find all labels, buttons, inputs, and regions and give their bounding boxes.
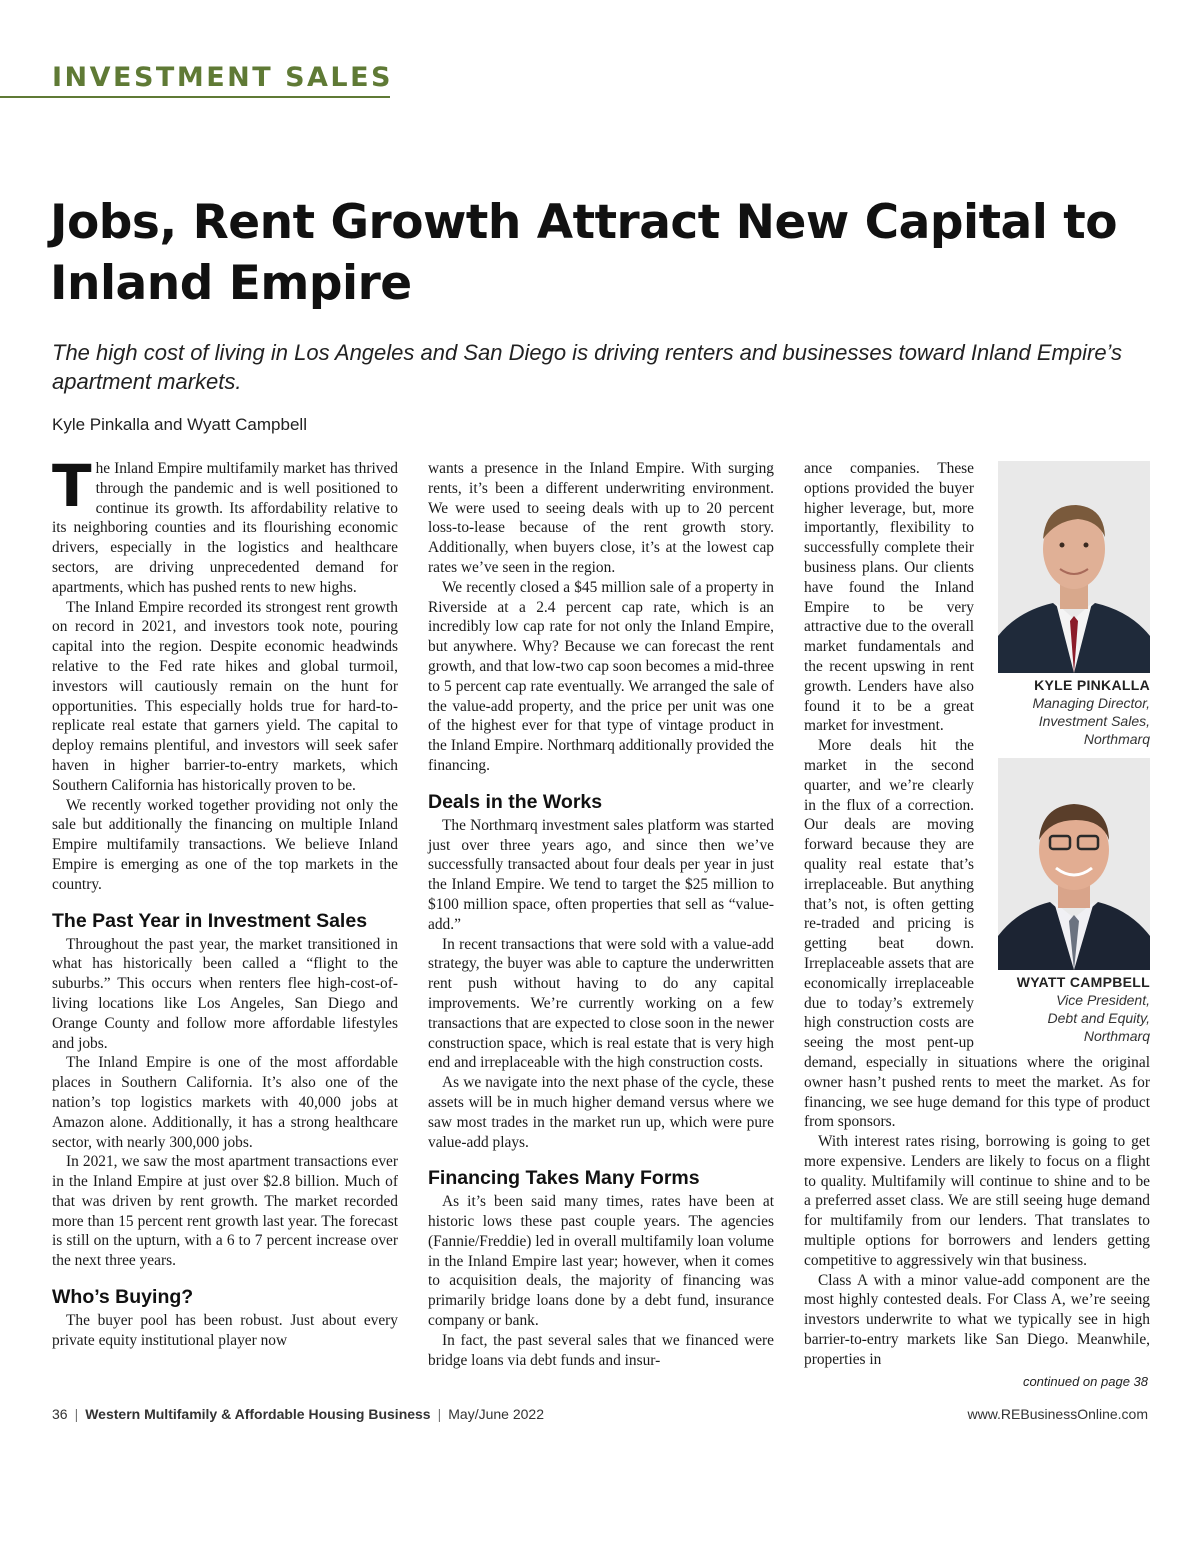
paragraph: In 2021, we saw the most apartment transactions ever in the Inland Empire at just over $2.8 billion. Much of that was driven by rent growth. The market recorded more than 15 percent rent growth last year. The forecast is still on the upturn, with a 6 to 7 percent increase over the next three years. — [52, 1153, 398, 1270]
paragraph-text: he Inland Empire multifamily market has thrived through the pandemic and is well positioned to continue its growth. Its affordability relative to its neighboring counties and its flourishing economic drivers, especially in the logistics and healthcare sectors, are driving unprecedented demand for apartments, which has pushed rents to new highs. — [52, 460, 398, 596]
author-company: Northmarq — [1083, 1028, 1150, 1044]
subhead-past-year: The Past Year in Investment Sales — [52, 909, 368, 932]
deck: The high cost of living in Los Angeles and San Diego is driving renters and businesses toward Inland Empire’s apartment markets. — [52, 340, 1123, 394]
website-link[interactable]: www.REBusinessOnline.com — [967, 1406, 1148, 1422]
author-title: Investment Sales, — [1038, 713, 1150, 729]
author-card — [988, 461, 1150, 748]
section-rule — [0, 96, 390, 98]
paragraph: We recently worked together providing not only the sale but additionally the financing on multiple Inland Empire multifamily transactions. We believe Inland Empire is emerging as one of the top markets in the country. — [52, 796, 398, 893]
author-caption — [988, 973, 1150, 1045]
footer-left — [52, 1406, 544, 1422]
subhead-whos-buying: Who’s Buying? — [52, 1286, 194, 1309]
paragraph: The buyer pool has been robust. Just about every private equity institutional player now — [52, 1312, 398, 1349]
paragraph: As we navigate into the next phase of the cycle, these assets will be in much higher demand versus where we saw most trades in the market run up, which were pure value-add plays. — [428, 1074, 774, 1151]
byline: Kyle Pinkalla and Wyatt Campbell — [52, 415, 307, 434]
issue-date: May/June 2022 — [448, 1406, 544, 1422]
author-company: Northmarq — [1083, 731, 1150, 747]
paragraph: More deals hit the market in the second quarter, and we’re clearly in the flux of a correction. Our deals are moving forward because they are quality real estate that’s irreplaceable. But anything that’s not, is often getting re-traded and pricing is getting beat down. Irreplaceable assets that are economically irreplaceable due to today’s extremely high construction costs are seeing the most pent-up demand, especially in situations where the original owner hasn’t pushed rents to meet the market. As for financing, we see huge demand for this type of product from sponsors. — [804, 737, 1150, 1131]
paragraph: Throughout the past year, the market transitioned in what has historically been called a “flight to the suburbs.” This occurs when renters flee high-cost-of-living locations like Los Angeles, San Diego and Orange County and follow more affordable lifestyles and jobs. — [52, 935, 398, 1052]
paragraph: Class A with a minor value-add component are the most highly contested deals. For Class A, we’re seeing investors underwrite to what we typically see in high barrier-to-entry markets like San Diego. Meanwhile, properties in — [804, 1271, 1150, 1368]
paragraph: As it’s been said many times, rates have been at historic lows these past couple years. The agencies (Fannie/Freddie) led in overall multifamily loan volume in the Inland Empire last year; however, when it comes to acquisition deals, the majority of financing was primarily bridge loans done by a debt fund, insurance company or bank. — [428, 1193, 774, 1330]
page-number: 36 — [52, 1406, 68, 1422]
section-label: INVESTMENT SALES — [52, 62, 394, 93]
paragraph: With interest rates rising, borrowing is going to get more expensive. Lenders are likely to focus on a flight to quality. Multifamily will continue to shine and to be a preferred asset class. We are still seeing huge demand for multifamily from our lenders. That translates to multiple options for borrowers and lenders getting competitive to aggressively win that business. — [804, 1133, 1150, 1269]
footer-separator: | — [437, 1406, 442, 1422]
paragraph: In fact, the past several sales that we financed were bridge loans via debt funds and insur- — [428, 1331, 774, 1369]
article-column-1 — [52, 452, 398, 1351]
paragraph: We recently closed a $45 million sale of a property in Riverside at a 2.4 percent cap rate, which is an incredibly low cap rate for not only the Inland Empire, but anywhere. Why? Because we can forecast the rent growth, and that low-two cap soon becomes a mid-three to 5 percent cap rate eventually. We arranged the sale of the value-add property, and the price per unit was one of the highest ever for that type of vintage product in the Inland Empire. Northmarq additionally provided the financing. — [428, 578, 774, 774]
author-name: WYATT CAMPBELL — [1016, 974, 1150, 990]
paragraph: The Northmarq investment sales platform was started just over three years ago, and since then we’ve successfully transacted about four deals per year in just the Inland Empire. We tend to target the $25 million to $100 million space, often properties that sell as “value-add.” — [428, 816, 774, 933]
headshot-photo-icon — [998, 461, 1150, 673]
author-title: Managing Director, — [1032, 695, 1150, 711]
author-caption — [988, 676, 1150, 748]
article-column-2 — [428, 459, 774, 1370]
footer-separator: | — [74, 1406, 79, 1422]
headline: Jobs, Rent Growth Attract New Capital to Inland Empire — [50, 195, 1117, 311]
publication-name: Western Multifamily & Affordable Housing Business — [85, 1406, 431, 1422]
author-title: Vice President, — [1056, 992, 1150, 1008]
continued-note: continued on page 38 — [1022, 1374, 1148, 1389]
author-title: Debt and Equity, — [1047, 1010, 1150, 1026]
paragraph: ance companies. These options provided the buyer higher leverage, but, more importantly, flexibility to successfully complete their business plans. Our clients have found the Inland Empire to be very attractive due to the overall market fundamentals and the recent upswing in rent growth. Lenders have also found it to be a great market for investment. — [804, 460, 974, 735]
author-name: KYLE PINKALLA — [1034, 677, 1150, 693]
author-card — [988, 758, 1150, 1045]
drop-cap: T — [52, 452, 92, 520]
paragraph: In recent transactions that were sold with a value-add strategy, the buyer was able to capture the underwritten rent push without having to do any capital improvements. We’re currently working on a few transactions that are expected to close soon in the newer construction space, which is real estate that is very high end and irreplaceable with the high construction costs. — [428, 935, 774, 1072]
paragraph — [52, 452, 398, 598]
article-column-3 — [804, 459, 1150, 1370]
paragraph: The Inland Empire recorded its strongest rent growth on record in 2021, and investors took note, pouring capital into the region. Despite economic headwinds relative to the Fed rate hikes and global turmoil, investors will cautiously remain on the hunt for opportunities. This especially holds true for hard-to-replicate real estate that garners yield. The capital to deploy remains plentiful, and investors will seek safer haven in higher barrier-to-entry markets, which Southern California has historically proven to be. — [52, 598, 398, 794]
subhead-deals-in-the-works: Deals in the Works — [428, 790, 603, 813]
paragraph: wants a presence in the Inland Empire. With surging rents, it’s been a different underwriting environment. We were used to seeing deals with up to 20 percent loss-to-lease because of the rent growth story. Additionally, when buyers close, it’s at the lowest cap rates we’ve seen in the region. — [428, 460, 774, 576]
headshot-photo-icon — [998, 758, 1150, 970]
paragraph: The Inland Empire is one of the most affordable places in Southern California. It’s also one of the nation’s top logistics markets with 40,000 jobs at Amazon alone. Additionally, it has a strong healthcare sector, with nearly 300,000 jobs. — [52, 1054, 398, 1151]
subhead-financing: Financing Takes Many Forms — [428, 1167, 700, 1190]
